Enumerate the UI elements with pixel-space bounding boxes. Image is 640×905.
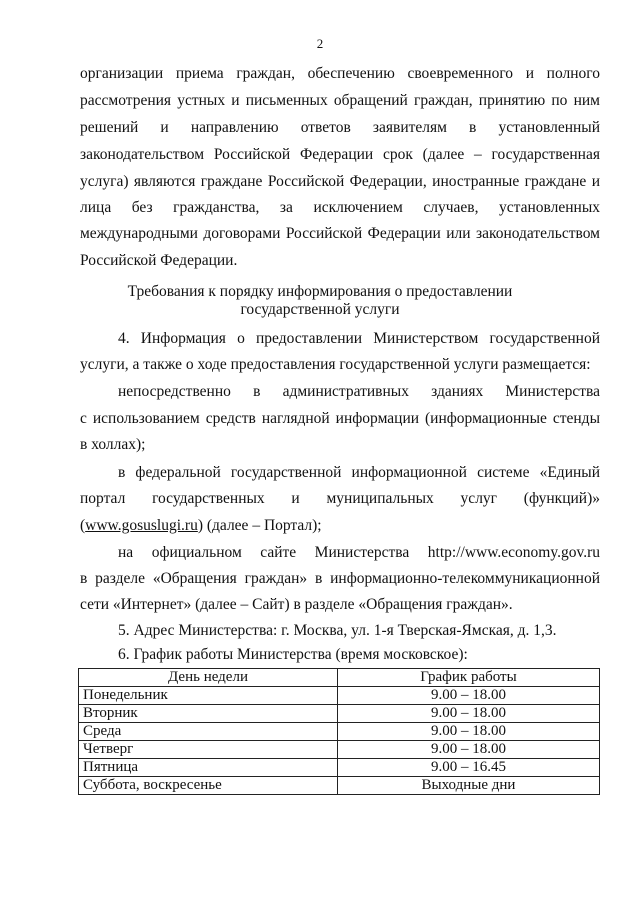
paragraph-6: 6. График работы Министерства (время московское): (118, 646, 468, 663)
hours-cell: 9.00 – 18.00 (338, 723, 600, 741)
day-cell: Пятница (79, 759, 338, 777)
buildings-line1: непосредственно в административных зданиях Министерства (118, 383, 600, 400)
table-row (79, 759, 600, 777)
portal-line2: портал государственных и муниципальных услуг (функций)» (80, 490, 600, 507)
site-line3: сети «Интернет» (далее – Сайт) в разделе «Обращения граждан». (80, 596, 513, 613)
day-cell: Вторник (79, 705, 338, 723)
portal-line3 (80, 516, 600, 536)
section-heading-line2: государственной услуги (240, 301, 400, 318)
paragraph-5: 5. Адрес Министерства: г. Москва, ул. 1-я Тверская-Ямская, д. 1,3. (118, 622, 557, 639)
paragraph-line: Российской Федерации. (80, 252, 238, 269)
site-line1: на официальном сайте Министерства http://www.economy.gov.ru (118, 544, 600, 561)
paragraph-4-line1: 4. Информация о предоставлении Министерством государственной (118, 330, 600, 347)
portal-line3-open: ( (80, 517, 86, 534)
paragraph-line: организации приема граждан, обеспечению своевременного и полного (80, 65, 600, 82)
paragraph-line: решений и направлению ответов заявителям в установленный (80, 119, 600, 136)
hours-cell: 9.00 – 18.00 (338, 687, 600, 705)
table-row (79, 723, 600, 741)
day-cell: Среда (79, 723, 338, 741)
portal-line3-rest: ) (далее – Портал); (197, 517, 322, 534)
paragraph-line: законодательством Российской Федерации срок (далее – государственная (80, 146, 600, 163)
column-header-hours: График работы (338, 669, 600, 687)
table-row (79, 777, 600, 795)
page-number: 2 (316, 36, 324, 51)
paragraph-line: лица без гражданства, за исключением случаев, установленных (80, 199, 600, 216)
hours-cell: 9.00 – 18.00 (338, 705, 600, 723)
table-row (79, 687, 600, 705)
schedule-table (78, 668, 600, 795)
gosuslugi-link[interactable]: www.gosuslugi.ru (85, 517, 198, 534)
paragraph-line: рассмотрения устных и письменных обращений граждан, принятию по ним (80, 92, 600, 109)
table-row (79, 741, 600, 759)
table-header-row (79, 669, 600, 687)
hours-cell: Выходные дни (338, 777, 600, 795)
paragraph-line: услуга) являются граждане Российской Федерации, иностранные граждане и (80, 173, 600, 190)
day-cell: Понедельник (79, 687, 338, 705)
section-heading-line1: Требования к порядку информирования о предоставлении (127, 283, 513, 300)
site-line2: в разделе «Обращения граждан» в информационно-телекоммуникационной (80, 570, 600, 587)
table-row (79, 705, 600, 723)
paragraph-line: международными договорами Российской Федерации или законодательством (80, 225, 600, 242)
paragraph-4-line2: услуги, а также о ходе предоставления государственной услуги размещается: (80, 356, 591, 373)
portal-line1: в федеральной государственной информационной системе «Единый (118, 464, 600, 481)
buildings-line3: в холлах); (80, 436, 146, 453)
day-cell: Четверг (79, 741, 338, 759)
buildings-line2: с использованием средств наглядной информации (информационные стенды (80, 410, 600, 427)
hours-cell: 9.00 – 18.00 (338, 741, 600, 759)
column-header-day: День недели (79, 669, 338, 687)
day-cell: Суббота, воскресенье (79, 777, 338, 795)
hours-cell: 9.00 – 16.45 (338, 759, 600, 777)
